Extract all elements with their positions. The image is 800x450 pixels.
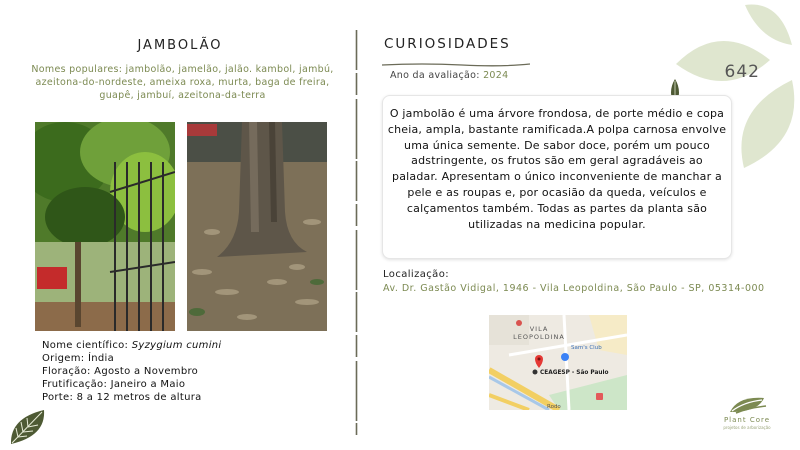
origin: Origem: Índia [42,353,114,364]
column-divider [355,30,358,435]
curiosities-title: CURIOSIDADES [384,36,511,52]
popular-names: Nomes populares: jambolão, jamelão, jalão. kambol, jambú, azeitona-do-nordeste, ameixa roxa, murta, baga de freira, guapê, jambuí, azeitona-da-terra [31,64,334,101]
location-map[interactable] [489,315,627,410]
leaf-icon [8,408,48,450]
plant-title: JAMBOLÃO [137,38,223,53]
tree-size: Porte: 8 a 12 metros de altura [42,392,202,403]
evaluation-year-label: Ano da avaliação: [390,70,484,81]
map-street-label: Rodo [547,404,561,410]
location-address: Av. Dr. Gastão Vidigal, 1946 - Vila Leopoldina, São Paulo - SP, 05314-000 [383,283,765,294]
tree-trunk-photo [187,122,327,331]
plant-facts [42,339,222,404]
map-store-label: Sam's Club [571,345,602,351]
scientific-name: Syzygium cumini [131,340,222,351]
evaluation-year-value: 2024 [483,70,509,81]
map-place-label: CEAGESP - São Paulo [540,370,609,376]
curiosity-text: O jambolão é uma árvore frondosa, de porte médio e copa cheia, ampla, bastante ramificada.A polpa carnosa envolve uma única semente. De sabor doce, porém um pouco adstringente, os frutos são em geral agradáveis ao paladar. Apresentam o único inconveniente de manchar a pele e as roupas e, por ocasião da queda, veículos e calçamentos também. Todas as partes da planta são utilizadas na medicina popular. [387,107,727,231]
map-district-line2: LEOPOLDINA [513,333,565,341]
tree-canopy-photo [35,122,175,331]
brand-name: Plant Core [723,416,771,424]
tree-number: 642 [724,62,760,82]
brand-tagline: projetos de arborização [723,425,771,430]
location-label: Localização: [383,269,449,280]
scientific-name-row [42,339,222,352]
scientific-name-label: Nome científico: [42,340,132,351]
curiosity-box [382,95,732,259]
fruiting: Frutificação: Janeiro a Maio [42,379,186,390]
map-district-line1: VILA [529,325,549,333]
evaluation-year [390,70,508,81]
flowering: Floração: Agosto a Novembro [42,366,199,377]
title-underline [382,53,530,59]
